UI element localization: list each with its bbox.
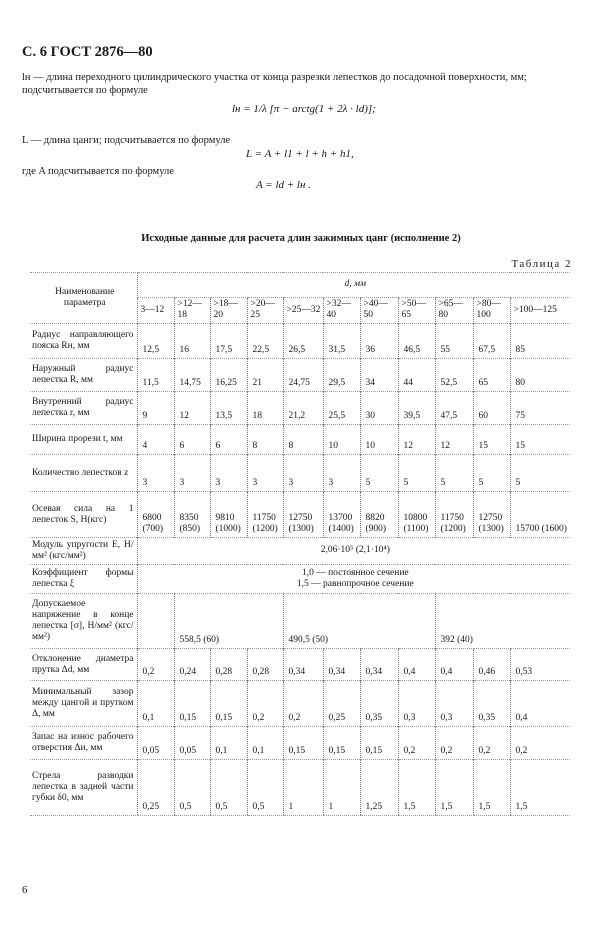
table-cell: 3: [323, 455, 360, 492]
table-cell: 11750 (1200): [247, 492, 283, 538]
table-cell: 21,2: [283, 392, 323, 425]
table-cell: 6: [210, 425, 247, 455]
param-name: Минимальный зазор между цангой и прутком Δ, мм: [30, 681, 137, 727]
table-cell: 24,75: [283, 359, 323, 392]
table-cell: 6: [174, 425, 210, 455]
table-cell: 0,2: [398, 727, 435, 760]
table-cell: 0,15: [283, 727, 323, 760]
param-name: Радиус направляющего пояска Rн, мм: [30, 324, 137, 359]
param-name: Наружный радиус лепестка R, мм: [30, 359, 137, 392]
table-cell: 5: [360, 455, 398, 492]
table-cell: 0,34: [283, 649, 323, 681]
table-cell: 0,15: [360, 727, 398, 760]
table-cell: 0,2: [473, 727, 510, 760]
table-cell: 11750 (1200): [435, 492, 473, 538]
table-cell: 30: [360, 392, 398, 425]
range-header: >12—18: [174, 298, 210, 324]
table-cell: 12750 (1300): [283, 492, 323, 538]
table-cell: 80: [510, 359, 570, 392]
L-formula: L = A + l1 + l + h + h1,: [246, 148, 354, 160]
ln-definition: lн — длина переходного цилиндрического участка от конца разрезки лепестков до посадочной поверхности, мм; подсчитывается по формуле: [22, 72, 527, 96]
range-header: >20—25: [247, 298, 283, 324]
range-header: >32—40: [323, 298, 360, 324]
table-cell: 10800 (1100): [398, 492, 435, 538]
table-cell: 22,5: [247, 324, 283, 359]
table-cell: 44: [398, 359, 435, 392]
table-cell: 0,24: [174, 649, 210, 681]
table-cell: 29,5: [323, 359, 360, 392]
table-cell: 0,5: [210, 760, 247, 816]
table-cell: 0,28: [247, 649, 283, 681]
table-cell: 67,5: [473, 324, 510, 359]
table-cell: 36: [360, 324, 398, 359]
table-cell: 0,15: [210, 681, 247, 727]
ln-formula: lн = 1/λ [π − arctg(1 + 2λ · ld)];: [232, 103, 376, 115]
table-cell: 0,3: [398, 681, 435, 727]
table-cell: 26,5: [283, 324, 323, 359]
param-name: Допускаемое напряжение в конце лепестка [σ], Н/мм² (кгс/мм²): [30, 594, 137, 649]
param-name: Модуль упругости E, Н/мм² (кгс/мм²): [30, 538, 137, 565]
stress-value: 490,5 (50): [283, 594, 435, 649]
shape-coef-line2: 1,5 — равнопрочное сечение: [296, 578, 414, 589]
table-cell: 0,1: [137, 681, 174, 727]
table-cell: 6800 (700): [137, 492, 174, 538]
table-cell: 25,5: [323, 392, 360, 425]
table-cell: 0,34: [360, 649, 398, 681]
range-header: >100—125: [510, 298, 570, 324]
table-cell: 21: [247, 359, 283, 392]
table-cell: 0,2: [247, 681, 283, 727]
table-cell: 0,4: [510, 681, 570, 727]
table-cell: 0,5: [174, 760, 210, 816]
range-header: >50—65: [398, 298, 435, 324]
stress-value: 392 (40): [435, 594, 570, 649]
table-cell: 5: [435, 455, 473, 492]
table-caption: Исходные данные для расчета длин зажимных цанг (исполнение 2): [141, 233, 461, 244]
table-cell: 0,35: [473, 681, 510, 727]
table-cell: 12750 (1300): [473, 492, 510, 538]
table-cell: 8: [247, 425, 283, 455]
table-cell: 12: [174, 392, 210, 425]
table-cell: 75: [510, 392, 570, 425]
table-cell: 8350 (850): [174, 492, 210, 538]
table-cell: 0,05: [137, 727, 174, 760]
table-cell: 8: [283, 425, 323, 455]
table-cell: 18: [247, 392, 283, 425]
table-cell: 1,25: [360, 760, 398, 816]
L-definition: L — длина цанги; подсчитывается по формуле: [22, 135, 231, 146]
table-cell: 3: [174, 455, 210, 492]
table-cell: 16: [174, 324, 210, 359]
table-cell: 0,05: [174, 727, 210, 760]
param-name: Коэффициент формы лепестка ξ: [30, 565, 137, 594]
range-header: >25—32: [283, 298, 323, 324]
table-cell: 0,2: [283, 681, 323, 727]
table-cell: 8820 (900): [360, 492, 398, 538]
table-cell: 52,5: [435, 359, 473, 392]
table-cell: 14,75: [174, 359, 210, 392]
table-cell: 15700 (1600): [510, 492, 570, 538]
shape-coef-value: [137, 565, 570, 594]
param-name: Осевая сила на 1 лепесток S, Н(кгс): [30, 492, 137, 538]
param-name: Количество лепестков z: [30, 455, 137, 492]
param-name: Запас на износ рабочего отверстия Δи, мм: [30, 727, 137, 760]
table-cell: 46,5: [398, 324, 435, 359]
table-cell: 0,5: [247, 760, 283, 816]
table-cell: 10: [323, 425, 360, 455]
param-name: Стрела разводки лепестка в задней части губки δ0, мм: [30, 760, 137, 816]
table-cell: 13,5: [210, 392, 247, 425]
table-cell: 60: [473, 392, 510, 425]
range-header: 3—12: [137, 298, 174, 324]
table-cell: 0,46: [473, 649, 510, 681]
table-cell: 1: [323, 760, 360, 816]
range-header: >40—50: [360, 298, 398, 324]
table-cell: 0,15: [174, 681, 210, 727]
table-cell: 3: [247, 455, 283, 492]
shape-coef-line1: 1,0 — постоянное сечение: [301, 567, 409, 578]
table-cell: 0,34: [323, 649, 360, 681]
table-cell: 0,1: [247, 727, 283, 760]
table-cell: 11,5: [137, 359, 174, 392]
range-header: >18—20: [210, 298, 247, 324]
table-cell: 4: [137, 425, 174, 455]
table-cell: 0,4: [398, 649, 435, 681]
table-cell: 0,25: [323, 681, 360, 727]
param-name: Внутренний радиус лепестка r, мм: [30, 392, 137, 425]
table-cell: 34: [360, 359, 398, 392]
table-cell: 12: [398, 425, 435, 455]
table-cell: [137, 594, 174, 649]
modulus-value: 2,06·10⁵ (2,1·10⁴): [137, 538, 570, 565]
A-definition: где A подсчитывается по формуле: [22, 166, 174, 177]
table-cell: 0,1: [210, 727, 247, 760]
table-cell: 0,2: [435, 727, 473, 760]
table-cell: 12,5: [137, 324, 174, 359]
table-cell: 0,35: [360, 681, 398, 727]
stress-value: 558,5 (60): [174, 594, 283, 649]
range-header: >80—100: [473, 298, 510, 324]
param-name: Отклонение диаметра прутка Δd, мм: [30, 649, 137, 681]
page-number: 6: [22, 884, 28, 896]
d-header: d, мм: [137, 273, 570, 298]
table-cell: 55: [435, 324, 473, 359]
table-cell: 1,5: [435, 760, 473, 816]
table-cell: 47,5: [435, 392, 473, 425]
table-cell: 9: [137, 392, 174, 425]
table-cell: 1,5: [510, 760, 570, 816]
param-name: Ширина прорези t, мм: [30, 425, 137, 455]
table-cell: 85: [510, 324, 570, 359]
table-cell: 16,25: [210, 359, 247, 392]
table-cell: 0,53: [510, 649, 570, 681]
table-cell: 0,25: [137, 760, 174, 816]
table-cell: 0,4: [435, 649, 473, 681]
table-cell: 1,5: [473, 760, 510, 816]
page-header: С. 6 ГОСТ 2876—80: [22, 44, 153, 60]
table-cell: 15: [510, 425, 570, 455]
table-cell: 5: [398, 455, 435, 492]
table-cell: 0,2: [137, 649, 174, 681]
table-cell: 39,5: [398, 392, 435, 425]
table-cell: 3: [210, 455, 247, 492]
table-cell: 65: [473, 359, 510, 392]
table-cell: 17,5: [210, 324, 247, 359]
table-cell: 12: [435, 425, 473, 455]
table-cell: 3: [137, 455, 174, 492]
table-cell: 9810 (1000): [210, 492, 247, 538]
A-formula: A = ld + lн .: [256, 179, 311, 191]
table-cell: 0,28: [210, 649, 247, 681]
table-cell: 0,3: [435, 681, 473, 727]
range-header: >65—80: [435, 298, 473, 324]
table-cell: 1,5: [398, 760, 435, 816]
table-cell: 10: [360, 425, 398, 455]
param-header: Наименование параметра: [30, 273, 137, 324]
table-cell: 13700 (1400): [323, 492, 360, 538]
table-cell: 1: [283, 760, 323, 816]
table-cell: 31,5: [323, 324, 360, 359]
table-cell: 5: [473, 455, 510, 492]
table-cell: 0,2: [510, 727, 570, 760]
table-cell: 15: [473, 425, 510, 455]
table-label: Таблица 2: [511, 258, 572, 270]
table-cell: 3: [283, 455, 323, 492]
table-cell: 0,15: [323, 727, 360, 760]
table-cell: 5: [510, 455, 570, 492]
data-table: [30, 272, 570, 816]
